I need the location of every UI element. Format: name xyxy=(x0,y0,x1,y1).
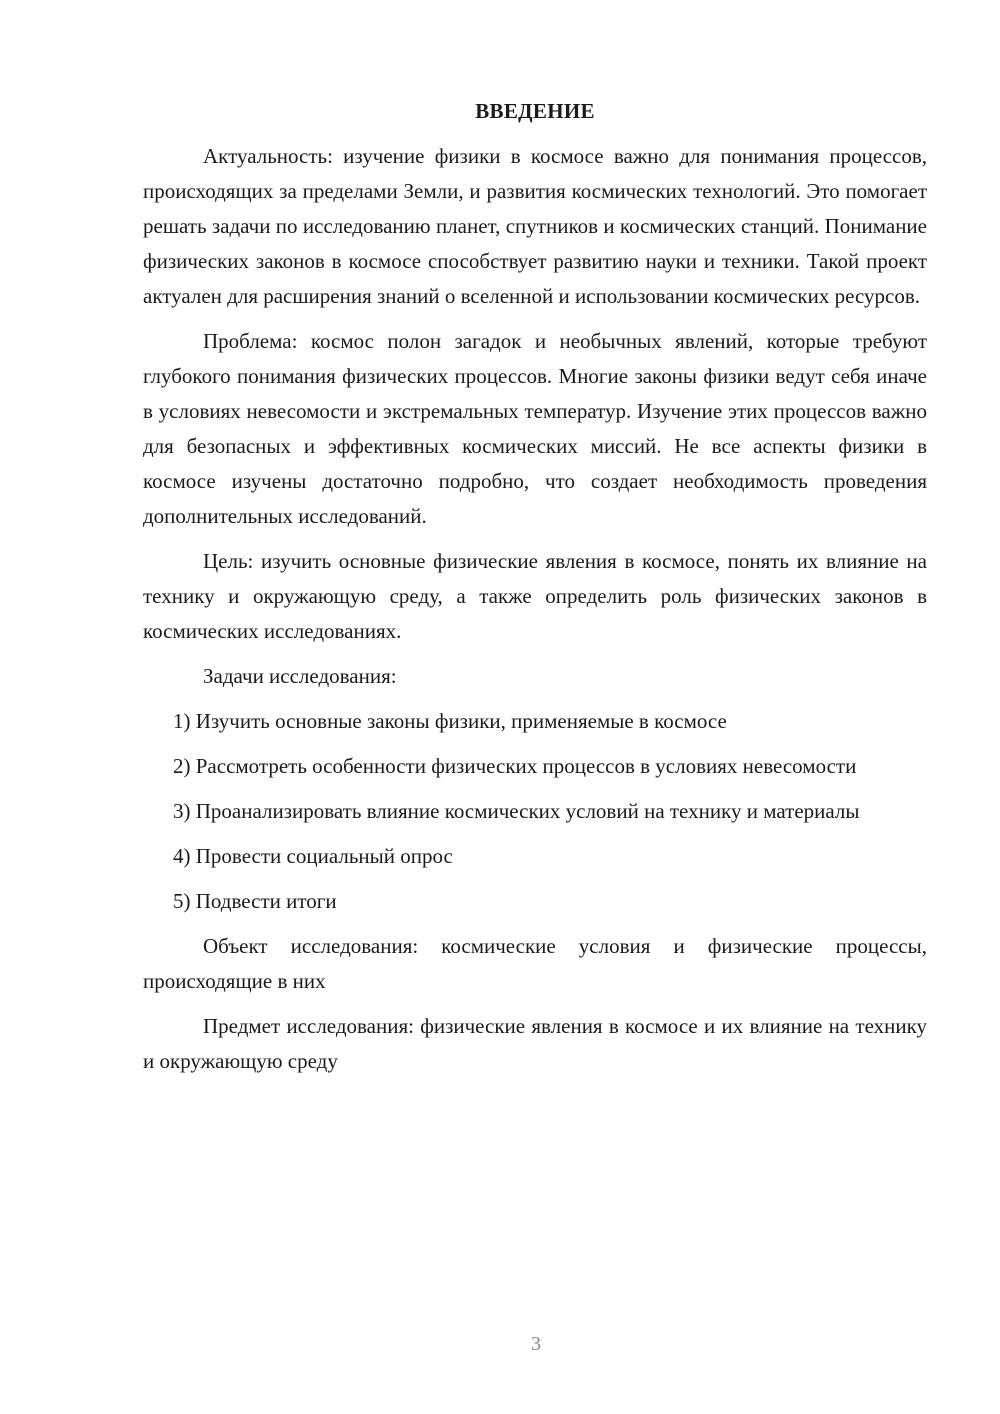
task-item: 2) Рассмотреть особенности физических процессов в условиях невесомости xyxy=(173,754,857,778)
page-title: ВВЕДЕНИЕ xyxy=(475,99,595,123)
task-item: 1) Изучить основные законы физики, применяемые в космосе xyxy=(173,709,727,733)
page-number: 3 xyxy=(531,1333,541,1355)
task-item: 4) Провести социальный опрос xyxy=(173,844,453,868)
task-item: 5) Подвести итоги xyxy=(173,889,337,913)
task-item: 3) Проанализировать влияние космических условий на технику и материалы xyxy=(173,799,860,823)
problem-paragraph: Проблема: космос полон загадок и необычных явлений, которые требуют глубокого понимания физических процессов. Многие законы физики ведут себя иначе в условиях невесомости и экстремальных температур. Изучение этих процессов важно для безопасных и эффективных космических миссий. Не все аспекты физики в космосе изучены достаточно подробно, что создает необходимость проведения дополнительных исследований. xyxy=(143,329,927,528)
page-content xyxy=(143,94,927,1089)
object-paragraph: Объект исследования: космические условия и физические процессы, происходящие в них xyxy=(143,934,927,993)
tasks-list xyxy=(143,704,927,919)
subject-paragraph: Предмет исследования: физические явления в космосе и их влияние на технику и окружающую среду xyxy=(143,1014,927,1073)
tasks-heading: Задачи исследования: xyxy=(203,664,397,688)
goal-paragraph: Цель: изучить основные физические явления в космосе, понять их влияние на технику и окружающую среду, а также определить роль физических законов в космических исследованиях. xyxy=(143,549,927,643)
relevance-paragraph: Актуальность: изучение физики в космосе важно для понимания процессов, происходящих за пределами Земли, и развития космических технологий. Это помогает решать задачи по исследованию планет, спутников и космических станций. Понимание физических законов в космосе способствует развитию науки и техники. Такой проект актуален для расширения знаний о вселенной и использовании космических ресурсов. xyxy=(143,144,927,308)
